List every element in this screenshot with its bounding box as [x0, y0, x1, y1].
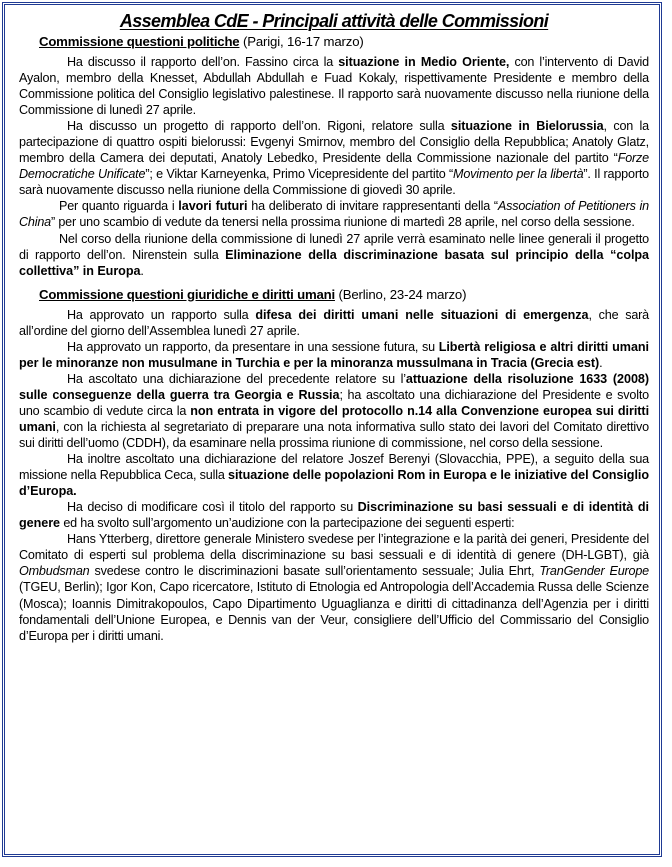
text-run: ” per uno scambio di vedute da tenersi nella prossima riunione di martedì 28 aprile, nel corso della sessione.	[51, 215, 635, 230]
text-run: svedese contro le discriminazioni basate sull’orientamento sessuale; Julia Ehrt,	[89, 564, 540, 579]
text-run: (TGEU, Berlin); Igor Kon, Capo ricercatore, Istituto di Etnologia ed Antropologia dell’Accademia Russa delle Scienze (Mosca); Ioannis Dimitrakopoulos, Capo Dipartimento Uguaglianza e diritti di cittadinanza dell’Agenzia per i diritti fondamentali dell’Unione Europea, e Dennis van der Veur, consigliere dell’Ufficio del Commissario del Consiglio d’Europa per i diritti umani.	[19, 580, 649, 643]
paragraph	[19, 198, 649, 230]
paragraph	[19, 339, 649, 371]
text-run: Ha approvato un rapporto sulla	[67, 307, 256, 322]
section-name: Commissione questioni giuridiche e diritti umani	[39, 286, 335, 302]
paragraph	[19, 531, 649, 643]
section-body-giuridiche	[19, 307, 649, 644]
text-run: ; ha ascoltato una dichiarazione del Presidente e svolto uno scambio di vedute circa la	[19, 387, 649, 418]
paragraph	[19, 307, 649, 339]
paragraph	[19, 499, 649, 531]
text-run: Ha discusso il rapporto dell’on. Fassino circa la	[67, 55, 339, 69]
paragraph	[19, 231, 649, 279]
text-run: , con la richiesta al segretariato di preparare una nota informativa sullo stato dei lavori del Comitato direttivo sui diritti dell’uomo (CDDH), da esaminare nella prossima riunione di commissione, nel corso della sessione.	[19, 419, 649, 451]
paragraph	[19, 371, 649, 451]
italic-text: Association of Petitioners in China	[19, 199, 649, 230]
section-body-politiche	[19, 54, 649, 279]
section-heading-giuridiche	[39, 287, 649, 303]
text-run: .	[140, 263, 144, 278]
bold-text: attuazione della risoluzione 1633 (2008) sulle conseguenze della guerra tra Georgia e Russia	[19, 371, 649, 402]
italic-text: Ombudsman	[19, 564, 90, 579]
italic-text: Movimento per la libertà	[453, 167, 584, 182]
text-run: ”; e Viktar Karneyenka, Primo Vicepresidente del partito “	[145, 167, 454, 182]
text-run: ha deliberato di invitare rappresentanti della “	[247, 199, 498, 214]
text-run: ”. Il rapporto sarà nuovamente discusso nella riunione della Commissione di giovedì 30 aprile.	[19, 167, 649, 198]
section-meta: (Berlino, 23-24 marzo)	[334, 286, 467, 302]
bold-text: situazione in Medio Oriente,	[338, 55, 510, 69]
paragraph	[19, 54, 649, 118]
text-run: Ha deciso di modificare così il titolo del rapporto su	[67, 500, 358, 515]
text-run: .	[599, 355, 603, 370]
text-run: , con la partecipazione di quattro ospiti bielorussi: Evgenyi Smirnov, membro del Consiglio della Repubblica; Anatoly Glatz, membro della Camera dei deputati, Anatoly Lebedko, Presidente della Commissione nazionale del partito “	[19, 119, 649, 166]
bold-text: Libertà religiosa e altri diritti umani per le minoranze non musulmane in Turchia e per la minoranza mussulmana in Tracia (Grecia est)	[19, 339, 649, 370]
document-frame	[2, 2, 662, 857]
text-run: , che sarà all’ordine del giorno dell’Assemblea lunedì 27 aprile.	[19, 307, 650, 338]
bold-text: situazione delle popolazioni Rom in Europa e le iniziative del Consiglio d’Europa.	[19, 468, 649, 499]
bold-text: lavori futuri	[178, 199, 248, 214]
paragraph	[19, 451, 649, 499]
text-run: ed ha svolto sull’argomento un’audizione con la partecipazione dei seguenti esperti:	[60, 516, 515, 531]
text-run: Per quanto riguarda i	[59, 199, 179, 214]
text-run: Nel corso della riunione della commissione di lunedì 27 aprile verrà esaminato nelle linee generali il progetto di rapporto dell’on. Nirenstein sulla	[19, 231, 649, 262]
page-title: Assemblea CdE - Principali attività delle Commissioni	[119, 11, 549, 31]
text-run: Ha ascoltato una dichiarazione del precedente relatore su l’	[67, 371, 406, 386]
bold-text: Discriminazione su basi sessuali e di identità di genere	[19, 500, 649, 531]
bold-text: situazione in Bielorussia	[450, 119, 604, 134]
text-run: Hans Ytterberg, direttore generale Ministero svedese per l’integrazione e la parità dei generi, Presidente del Comitato di esperti sul problema della discriminazione su basi sessuali e di identità di genere (DH-LGBT), già	[19, 532, 649, 563]
bold-text: non entrata in vigore del protocollo n.14 alla Convenzione europea sui diritti umani	[19, 403, 650, 434]
bold-text: difesa dei diritti umani nelle situazioni di emergenza	[255, 307, 589, 322]
text-run: Ha discusso un progetto di rapporto dell’on. Rigoni, relatore sulla	[67, 119, 451, 134]
italic-text: TranGender Europe	[539, 564, 650, 579]
bold-text: Eliminazione della discriminazione basata sul principio della “colpa collettiva” in Europa	[19, 247, 650, 278]
text-run: con l’intervento di David Ayalon, membro della Knesset, Abdullah Abdullah e Fuad Kokaly, rispettivamente Presidente e membro della Commissione politica del Consiglio legislativo palestinese. Il rapporto sarà nuovamente discusso nella riunione della Commissione di lunedì 27 aprile.	[19, 55, 649, 118]
document-body	[5, 5, 659, 644]
text-run: Ha inoltre ascoltato una dichiarazione del relatore Joszef Berenyi (Slovacchia, PPE), a seguito della sua missione nella Repubblica Ceca, sulla	[19, 452, 649, 483]
text-run: Ha approvato un rapporto, da presentare in una sessione futura, su	[67, 339, 439, 354]
paragraph	[19, 118, 649, 198]
section-heading-politiche	[39, 34, 649, 50]
section-meta: (Parigi, 16-17 marzo)	[239, 34, 364, 49]
italic-text: Forze Democratiche Unificate	[19, 151, 649, 182]
section-name: Commissione questioni politiche	[39, 34, 240, 49]
